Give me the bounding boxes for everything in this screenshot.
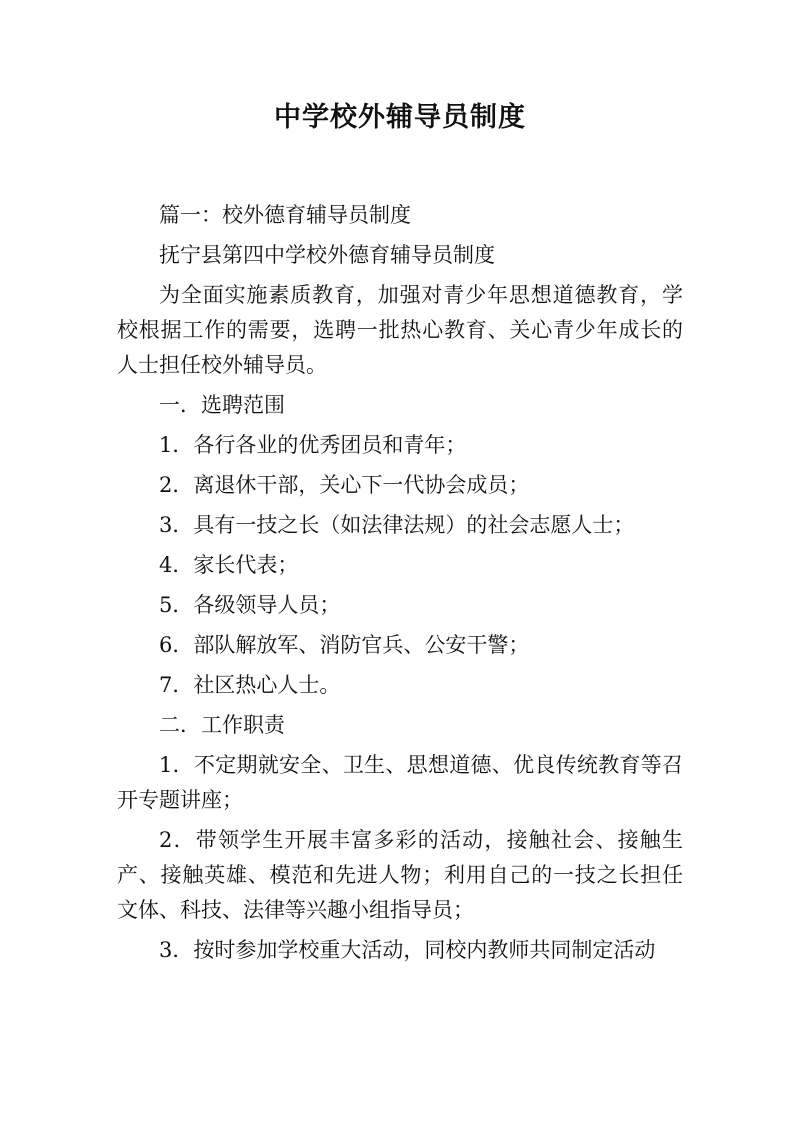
paragraph-scope-item: 3．具有一技之长（如法律法规）的社会志愿人士； bbox=[159, 513, 635, 537]
paragraph-subtitle: 抚宁县第四中学校外德育辅导员制度 bbox=[159, 243, 495, 267]
paragraph-scope-item: 5．各级领导人员； bbox=[159, 593, 341, 617]
paragraph-scope-item: 6．部队解放军、消防官兵、公安干警； bbox=[159, 633, 530, 657]
paragraph-scope-item: 4．家长代表； bbox=[159, 553, 299, 577]
paragraph-scope-item: 2．离退休干部，关心下一代协会成员； bbox=[159, 473, 530, 497]
paragraph-intro: 为全面实施素质教育，加强对青少年思想道德教育，学校根据工作的需要，选聘一批热心教育、关心青少年成长的人士担任校外辅导员。 bbox=[117, 283, 683, 377]
document-title: 中学校外辅导员制度 bbox=[274, 102, 526, 133]
paragraph-section-heading: 篇一：校外德育辅导员制度 bbox=[159, 203, 411, 227]
paragraph-duty-item: 3．按时参加学校重大活动，同校内教师共同制定活动 bbox=[159, 938, 656, 962]
document-body bbox=[117, 198, 683, 973]
paragraph-heading-scope: 一．选聘范围 bbox=[159, 393, 285, 417]
paragraph-scope-item: 7．社区热心人士。 bbox=[159, 673, 341, 697]
paragraph-heading-duties: 二．工作职责 bbox=[159, 713, 285, 737]
paragraph-duty-item: 2．带领学生开展丰富多彩的活动，接触社会、接触生产、接触英雄、模范和先进人物；利用自己的一技之长担任文体、科技、法律等兴趣小组指导员； bbox=[117, 828, 683, 922]
paragraph-scope-item: 1．各行各业的优秀团员和青年； bbox=[159, 433, 467, 457]
paragraph-duty-item: 1．不定期就安全、卫生、思想道德、优良传统教育等召开专题讲座； bbox=[117, 753, 683, 812]
